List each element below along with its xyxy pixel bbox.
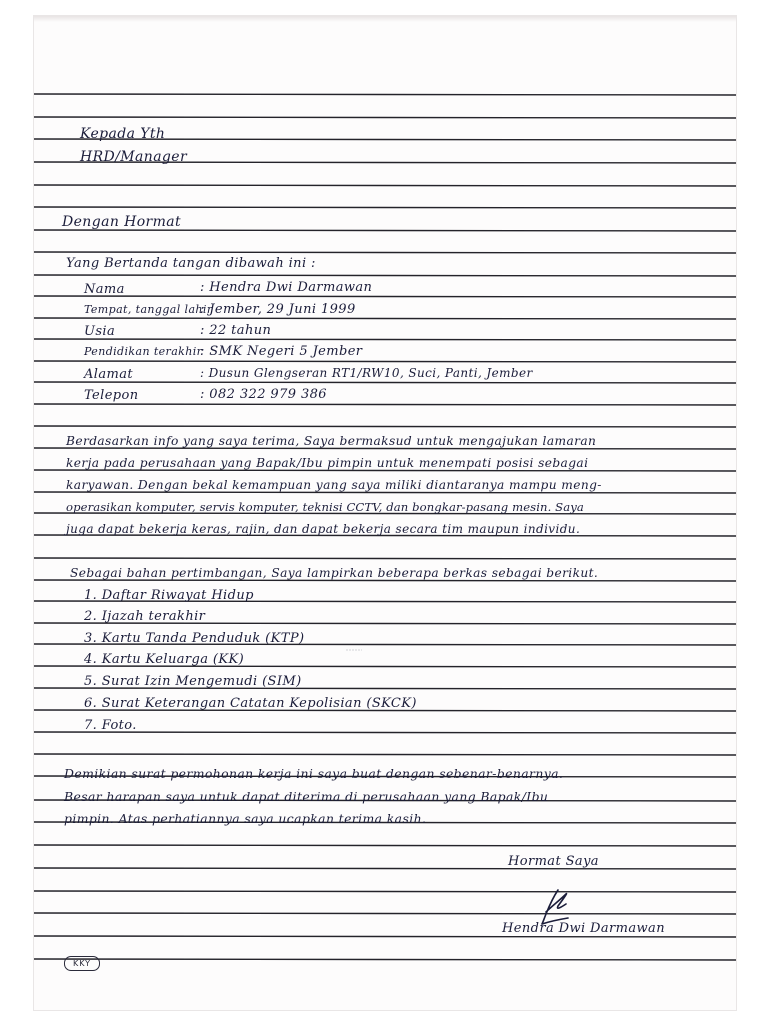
- paper-speck: [346, 648, 362, 652]
- field-label-nama: Nama: [84, 282, 125, 297]
- field-label-pendidikan: Pendidikan terakhir: [84, 345, 203, 358]
- paper-brand-stamp: KKY: [64, 956, 100, 971]
- ruled-line: [34, 207, 736, 208]
- closing-line-2: Besar harapan saya untuk dapat diterima di perusahaan yang Bapak/Ibu: [64, 789, 549, 804]
- field-value-usia: : 22 tahun: [200, 323, 272, 338]
- closing-line-3: pimpin. Atas perhatiannya saya ucapkan terima kasih.: [64, 811, 427, 826]
- ruled-line: [34, 558, 736, 559]
- ruled-line: [34, 426, 736, 427]
- ruled-line: [34, 404, 736, 405]
- signer-name: Hendra Dwi Darmawan: [502, 921, 665, 936]
- ruled-line: [34, 891, 736, 892]
- intro-line: Yang Bertanda tangan dibawah ini :: [66, 256, 316, 271]
- attachment-item: 1. Daftar Riwayat Hidup: [84, 588, 254, 603]
- attachment-item: 6. Surat Keterangan Catatan Kepolisian (SKCK): [84, 696, 417, 711]
- sign-off: Hormat Saya: [508, 854, 599, 869]
- ruled-line: [34, 361, 736, 362]
- recipient-line-2: HRD/Manager: [80, 149, 188, 165]
- ruled-line: [34, 318, 736, 319]
- ruled-line: [34, 275, 736, 276]
- ruled-line: [34, 448, 736, 449]
- salutation: Dengan Hormat: [62, 214, 182, 230]
- ruled-line: [34, 754, 736, 755]
- body-line-3: karyawan. Dengan bekal kemampuan yang saya miliki diantaranya mampu meng-: [66, 478, 602, 492]
- attachments-intro: Sebagai bahan pertimbangan, Saya lampirkan beberapa berkas sebagai berikut.: [70, 566, 599, 580]
- ruled-line: [34, 185, 736, 186]
- recipient-line-1: Kepada Yth: [80, 126, 166, 142]
- body-line-5: juga dapat bekerja keras, rajin, dan dapat bekerja secara tim maupun individu.: [66, 522, 581, 536]
- ruled-line: [34, 913, 736, 914]
- ruled-line: [34, 296, 736, 297]
- field-value-pendidikan: : SMK Negeri 5 Jember: [200, 344, 363, 359]
- body-line-1: Berdasarkan info yang saya terima, Saya bermaksud untuk mengajukan lamaran: [66, 434, 597, 448]
- attachment-item: 2. Ijazah terakhir: [84, 609, 206, 624]
- ruled-line: [34, 580, 736, 581]
- ruled-line: [34, 959, 736, 960]
- ruled-line: [34, 117, 736, 118]
- field-label-alamat: Alamat: [84, 367, 133, 382]
- ruled-line: [34, 732, 736, 733]
- field-value-telepon: : 082 322 979 386: [200, 387, 327, 402]
- ruled-line: [34, 492, 736, 493]
- ruled-line: [34, 845, 736, 846]
- field-label-ttl: Tempat, tanggal lahir: [84, 303, 213, 316]
- attachment-item: 3. Kartu Tanda Penduduk (KTP): [84, 631, 305, 646]
- attachment-item: 5. Surat Izin Mengemudi (SIM): [84, 674, 302, 689]
- closing-line-1: Demikian surat permohonan kerja ini saya buat dengan sebenar-benarnya.: [64, 766, 564, 781]
- ruled-line: [34, 252, 736, 253]
- attachment-item: 4. Kartu Keluarga (KK): [84, 652, 245, 667]
- field-value-ttl: : Jember, 29 Juni 1999: [200, 302, 356, 317]
- letter-paper: [34, 16, 736, 1010]
- ruled-line: [34, 94, 736, 95]
- attachment-item: 7. Foto.: [84, 718, 137, 733]
- ruled-line: [34, 339, 736, 340]
- ruled-line: [34, 470, 736, 471]
- field-value-alamat: : Dusun Glengseran RT1/RW10, Suci, Panti, Jember: [200, 366, 533, 380]
- field-label-telepon: Telepon: [84, 388, 139, 403]
- ruled-line: [34, 936, 736, 937]
- field-value-nama: : Hendra Dwi Darmawan: [200, 280, 373, 295]
- ruled-line: [34, 382, 736, 383]
- field-label-usia: Usia: [84, 324, 116, 339]
- ruled-line: [34, 868, 736, 869]
- ruled-line: [34, 230, 736, 231]
- body-line-4: operasikan komputer, servis komputer, teknisi CCTV, dan bongkar-pasang mesin. Saya: [66, 500, 584, 514]
- body-line-2: kerja pada perusahaan yang Bapak/Ibu pimpin untuk menempati posisi sebagai: [66, 456, 589, 470]
